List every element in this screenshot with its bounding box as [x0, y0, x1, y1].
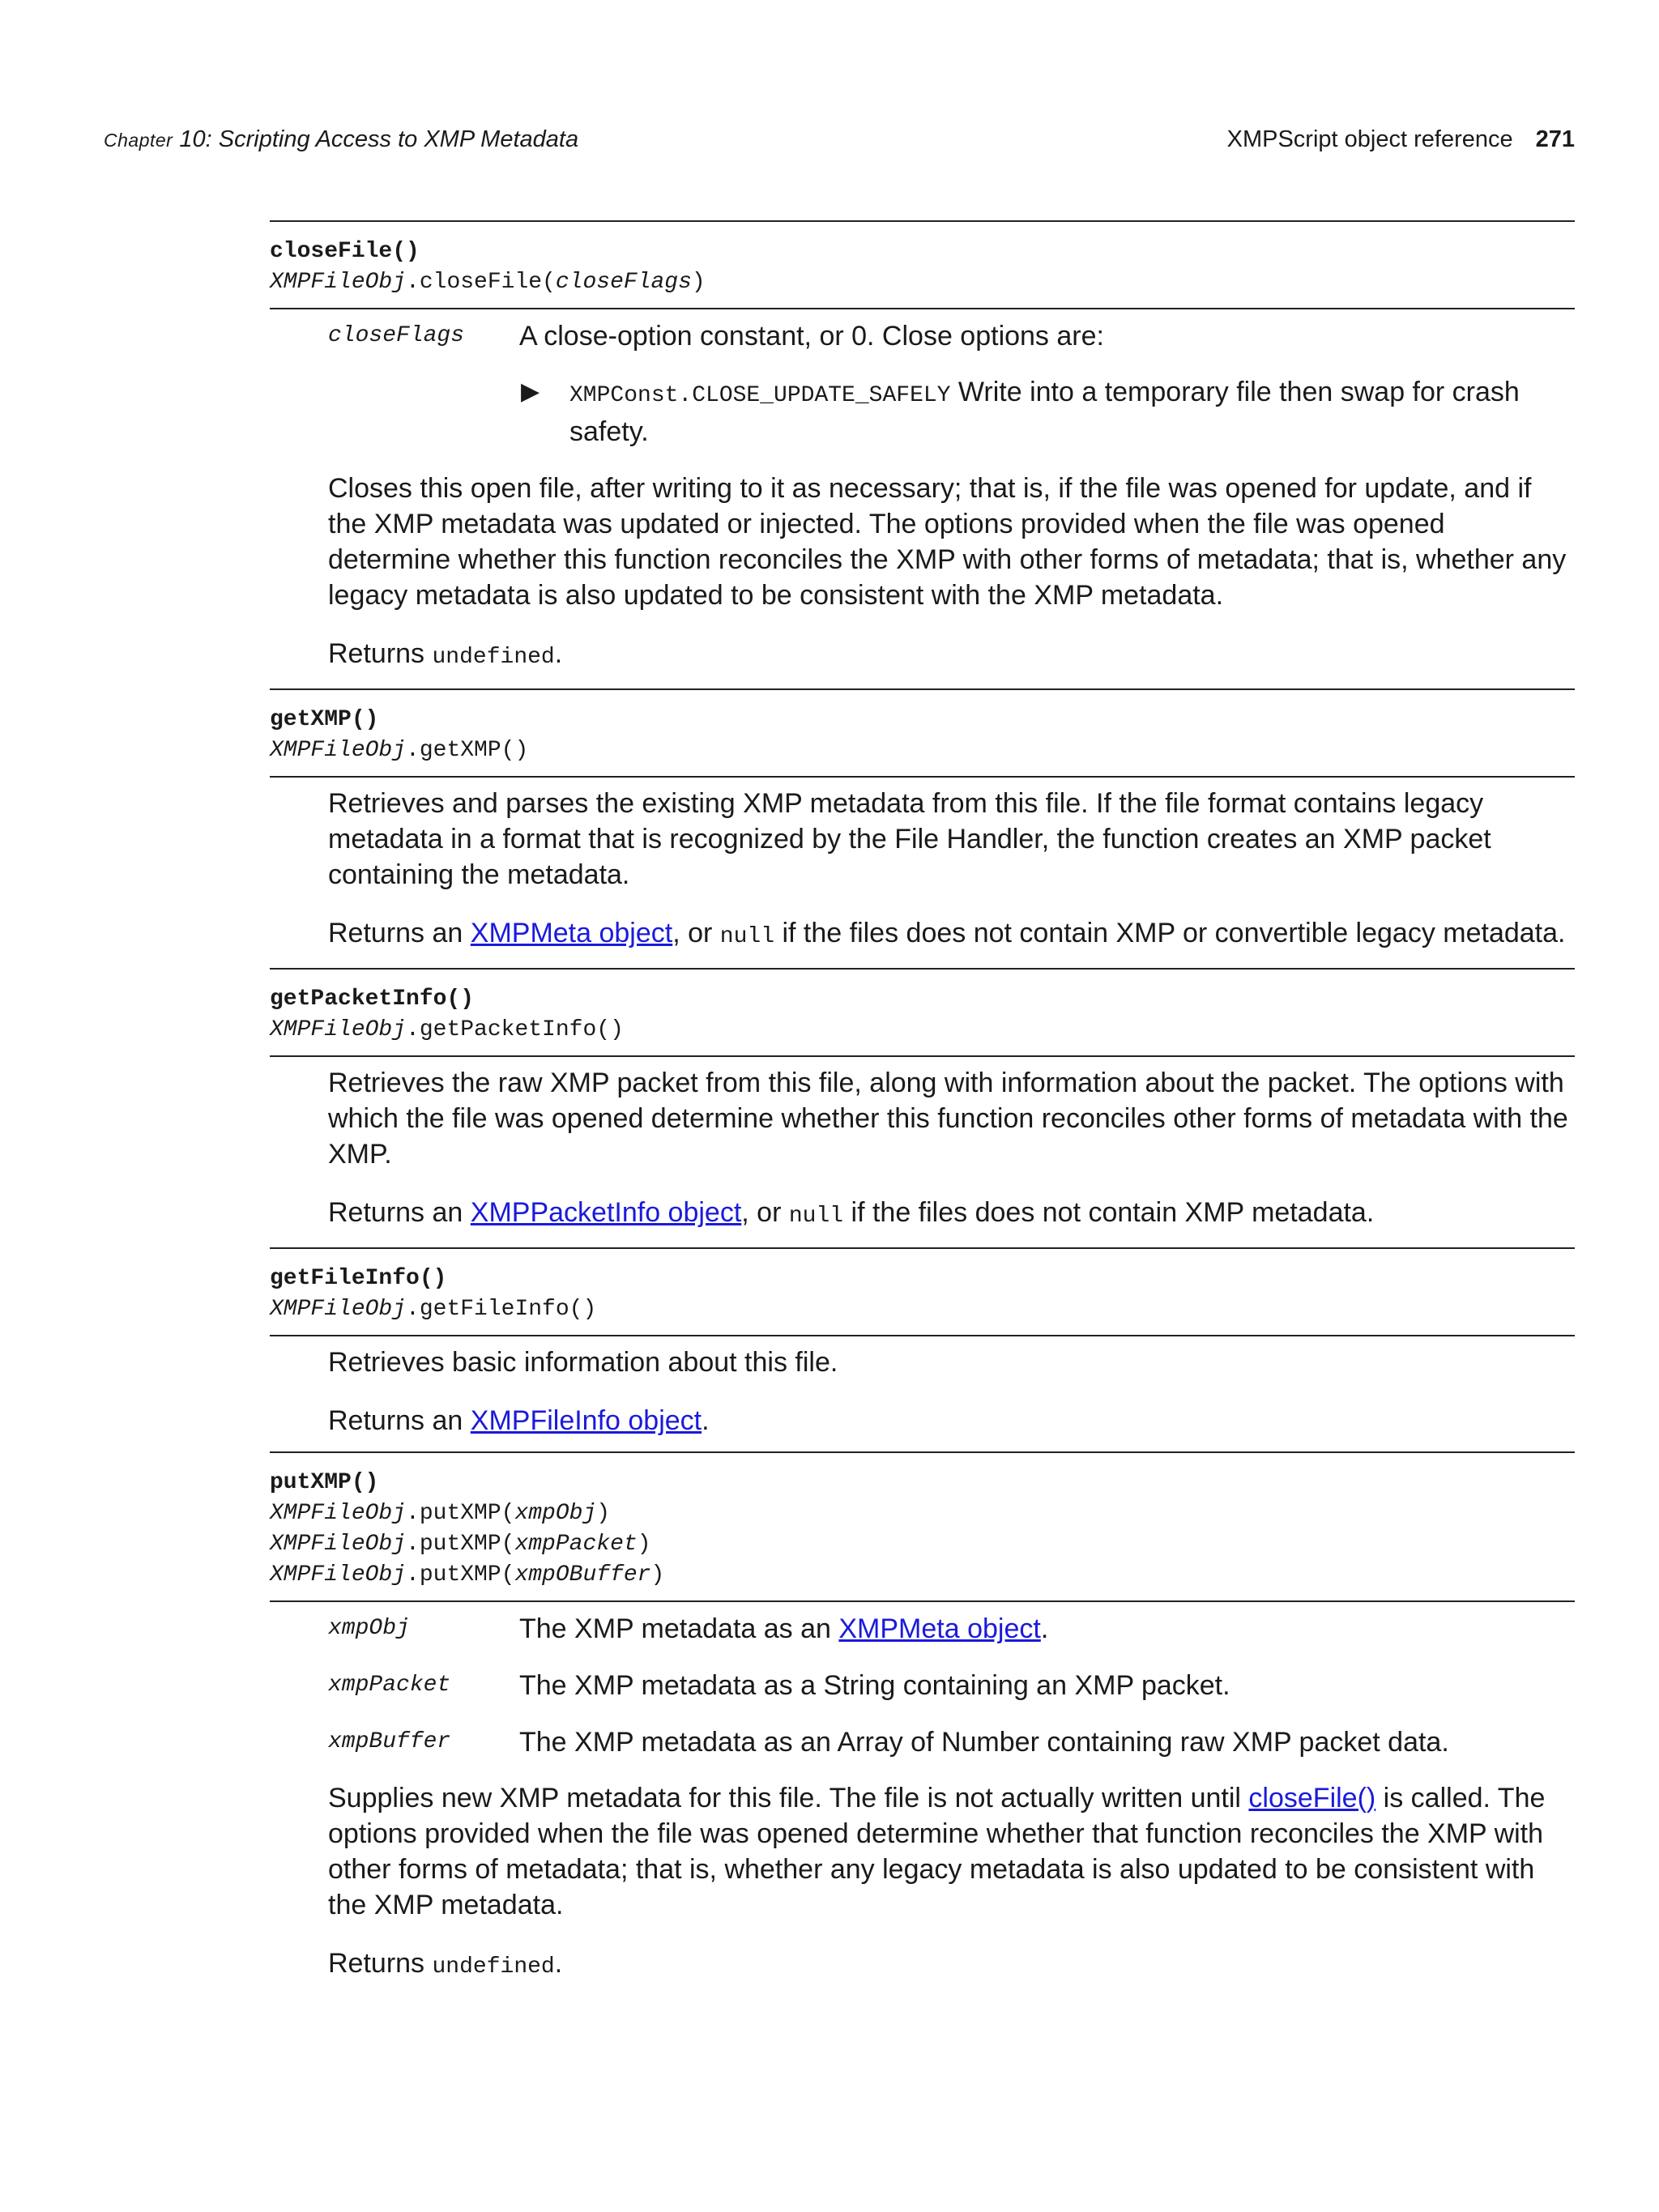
getxmp-signature — [270, 690, 1575, 776]
method-description: Retrieves the raw XMP packet from this file, along with information about the packet. The options with which the file was opened determine whether this function reconciles other forms of metadata with the XMP. — [328, 1068, 1568, 1170]
bullet-triangle-icon: ▶ — [521, 378, 540, 405]
param-description: A close-option constant, or 0. Close options are: — [519, 321, 1104, 352]
method-description: Supplies new XMP metadata for this file. The file is not actually written until closeFile() is called. The options provided when the file was opened determine whether that function reconciles the XMP with other forms of metadata; that is, whether any legacy metadata is also updated to be consistent with the XMP metadata. — [328, 1783, 1546, 1920]
method-syntax: XMPFileObj.getXMP() — [270, 738, 529, 763]
xmpmeta-object-link[interactable]: XMPMeta object — [838, 1613, 1041, 1644]
method-name: putXMP() — [270, 1470, 379, 1495]
closefile-body — [270, 309, 1575, 676]
option-bullet — [270, 374, 1575, 450]
param-name: xmpPacket — [328, 1673, 451, 1698]
closefile-link[interactable]: closeFile() — [1248, 1783, 1376, 1813]
param-row — [270, 1667, 1575, 1704]
option-constant: XMPConst.CLOSE_UPDATE_SAFELY — [569, 383, 951, 408]
section-title — [1227, 126, 1575, 153]
xmpfileinfo-object-link[interactable]: XMPFileInfo object — [470, 1405, 702, 1436]
param-name: xmpObj — [328, 1616, 410, 1641]
putxmp-signature — [270, 1453, 1575, 1600]
getxmp-body — [270, 778, 1575, 955]
closefile-signature — [270, 222, 1575, 308]
page-header — [104, 126, 1575, 162]
chapter-name: 10: Scripting Access to XMP Metadata — [173, 126, 579, 152]
method-description: Retrieves basic information about this file. — [328, 1347, 838, 1378]
method-name: getPacketInfo() — [270, 987, 475, 1012]
option-text: Write into a temporary file then swap for crash safety. — [569, 377, 1520, 447]
method-syntax: XMPFileObj.putXMP(xmpOBuffer) — [270, 1562, 665, 1588]
param-description: The XMP metadata as a String containing an XMP packet. — [519, 1670, 1230, 1701]
param-description: The XMP metadata as an XMPMeta object. — [519, 1613, 1049, 1644]
method-syntax: XMPFileObj.putXMP(xmpObj) — [270, 1501, 611, 1526]
param-row — [270, 1724, 1575, 1761]
method-syntax: XMPFileObj.getFileInfo() — [270, 1297, 597, 1322]
param-name: xmpBuffer — [328, 1729, 451, 1754]
returns: Returns an XMPMeta object, or null if the files does not contain XMP or convertible legacy metadata. — [328, 918, 1566, 949]
returns: Returns undefined. — [328, 1948, 563, 1980]
returns: Returns an XMPFileInfo object. — [328, 1405, 710, 1436]
param-row — [270, 1610, 1575, 1647]
page-number: 271 — [1535, 126, 1575, 152]
getfileinfo-signature — [270, 1249, 1575, 1335]
putxmp-body — [270, 1602, 1575, 1985]
getpacketinfo-body — [270, 1057, 1575, 1234]
method-description: Retrieves and parses the existing XMP metadata from this file. If the file format contains legacy metadata in a format that is recognized by the File Handler, the function creates an XMP packet containing the metadata. — [328, 788, 1491, 890]
param-row — [270, 318, 1575, 355]
chapter-label: Chapter — [104, 130, 173, 151]
method-name: getXMP() — [270, 707, 379, 732]
param-description: The XMP metadata as an Array of Number containing raw XMP packet data. — [519, 1727, 1449, 1758]
method-syntax: XMPFileObj.closeFile(closeFlags) — [270, 270, 706, 295]
method-syntax: XMPFileObj.getPacketInfo() — [270, 1017, 624, 1042]
chapter-title — [104, 126, 578, 153]
getpacketinfo-signature — [270, 970, 1575, 1055]
xmppacketinfo-object-link[interactable]: XMPPacketInfo object — [470, 1197, 742, 1228]
section-name: XMPScript object reference — [1226, 126, 1513, 152]
method-syntax: XMPFileObj.putXMP(xmpPacket) — [270, 1532, 651, 1557]
returns: Returns undefined. — [328, 638, 563, 670]
method-description: Closes this open file, after writing to it as necessary; that is, if the file was opened for update, and if the XMP metadata was updated or injected. The options provided when the file was opened determine whether this function reconciles the XMP with other forms of metadata; that is, whether any legacy metadata is also updated to be consistent with the XMP metadata. — [328, 473, 1567, 611]
param-name: closeFlags — [328, 323, 465, 348]
reference-content — [270, 220, 1575, 1998]
returns: Returns an XMPPacketInfo object, or null if the files does not contain XMP metadata. — [328, 1197, 1375, 1229]
getfileinfo-body — [270, 1336, 1575, 1438]
method-name: closeFile() — [270, 239, 420, 264]
method-name: getFileInfo() — [270, 1266, 447, 1291]
xmpmeta-object-link[interactable]: XMPMeta object — [470, 918, 673, 948]
